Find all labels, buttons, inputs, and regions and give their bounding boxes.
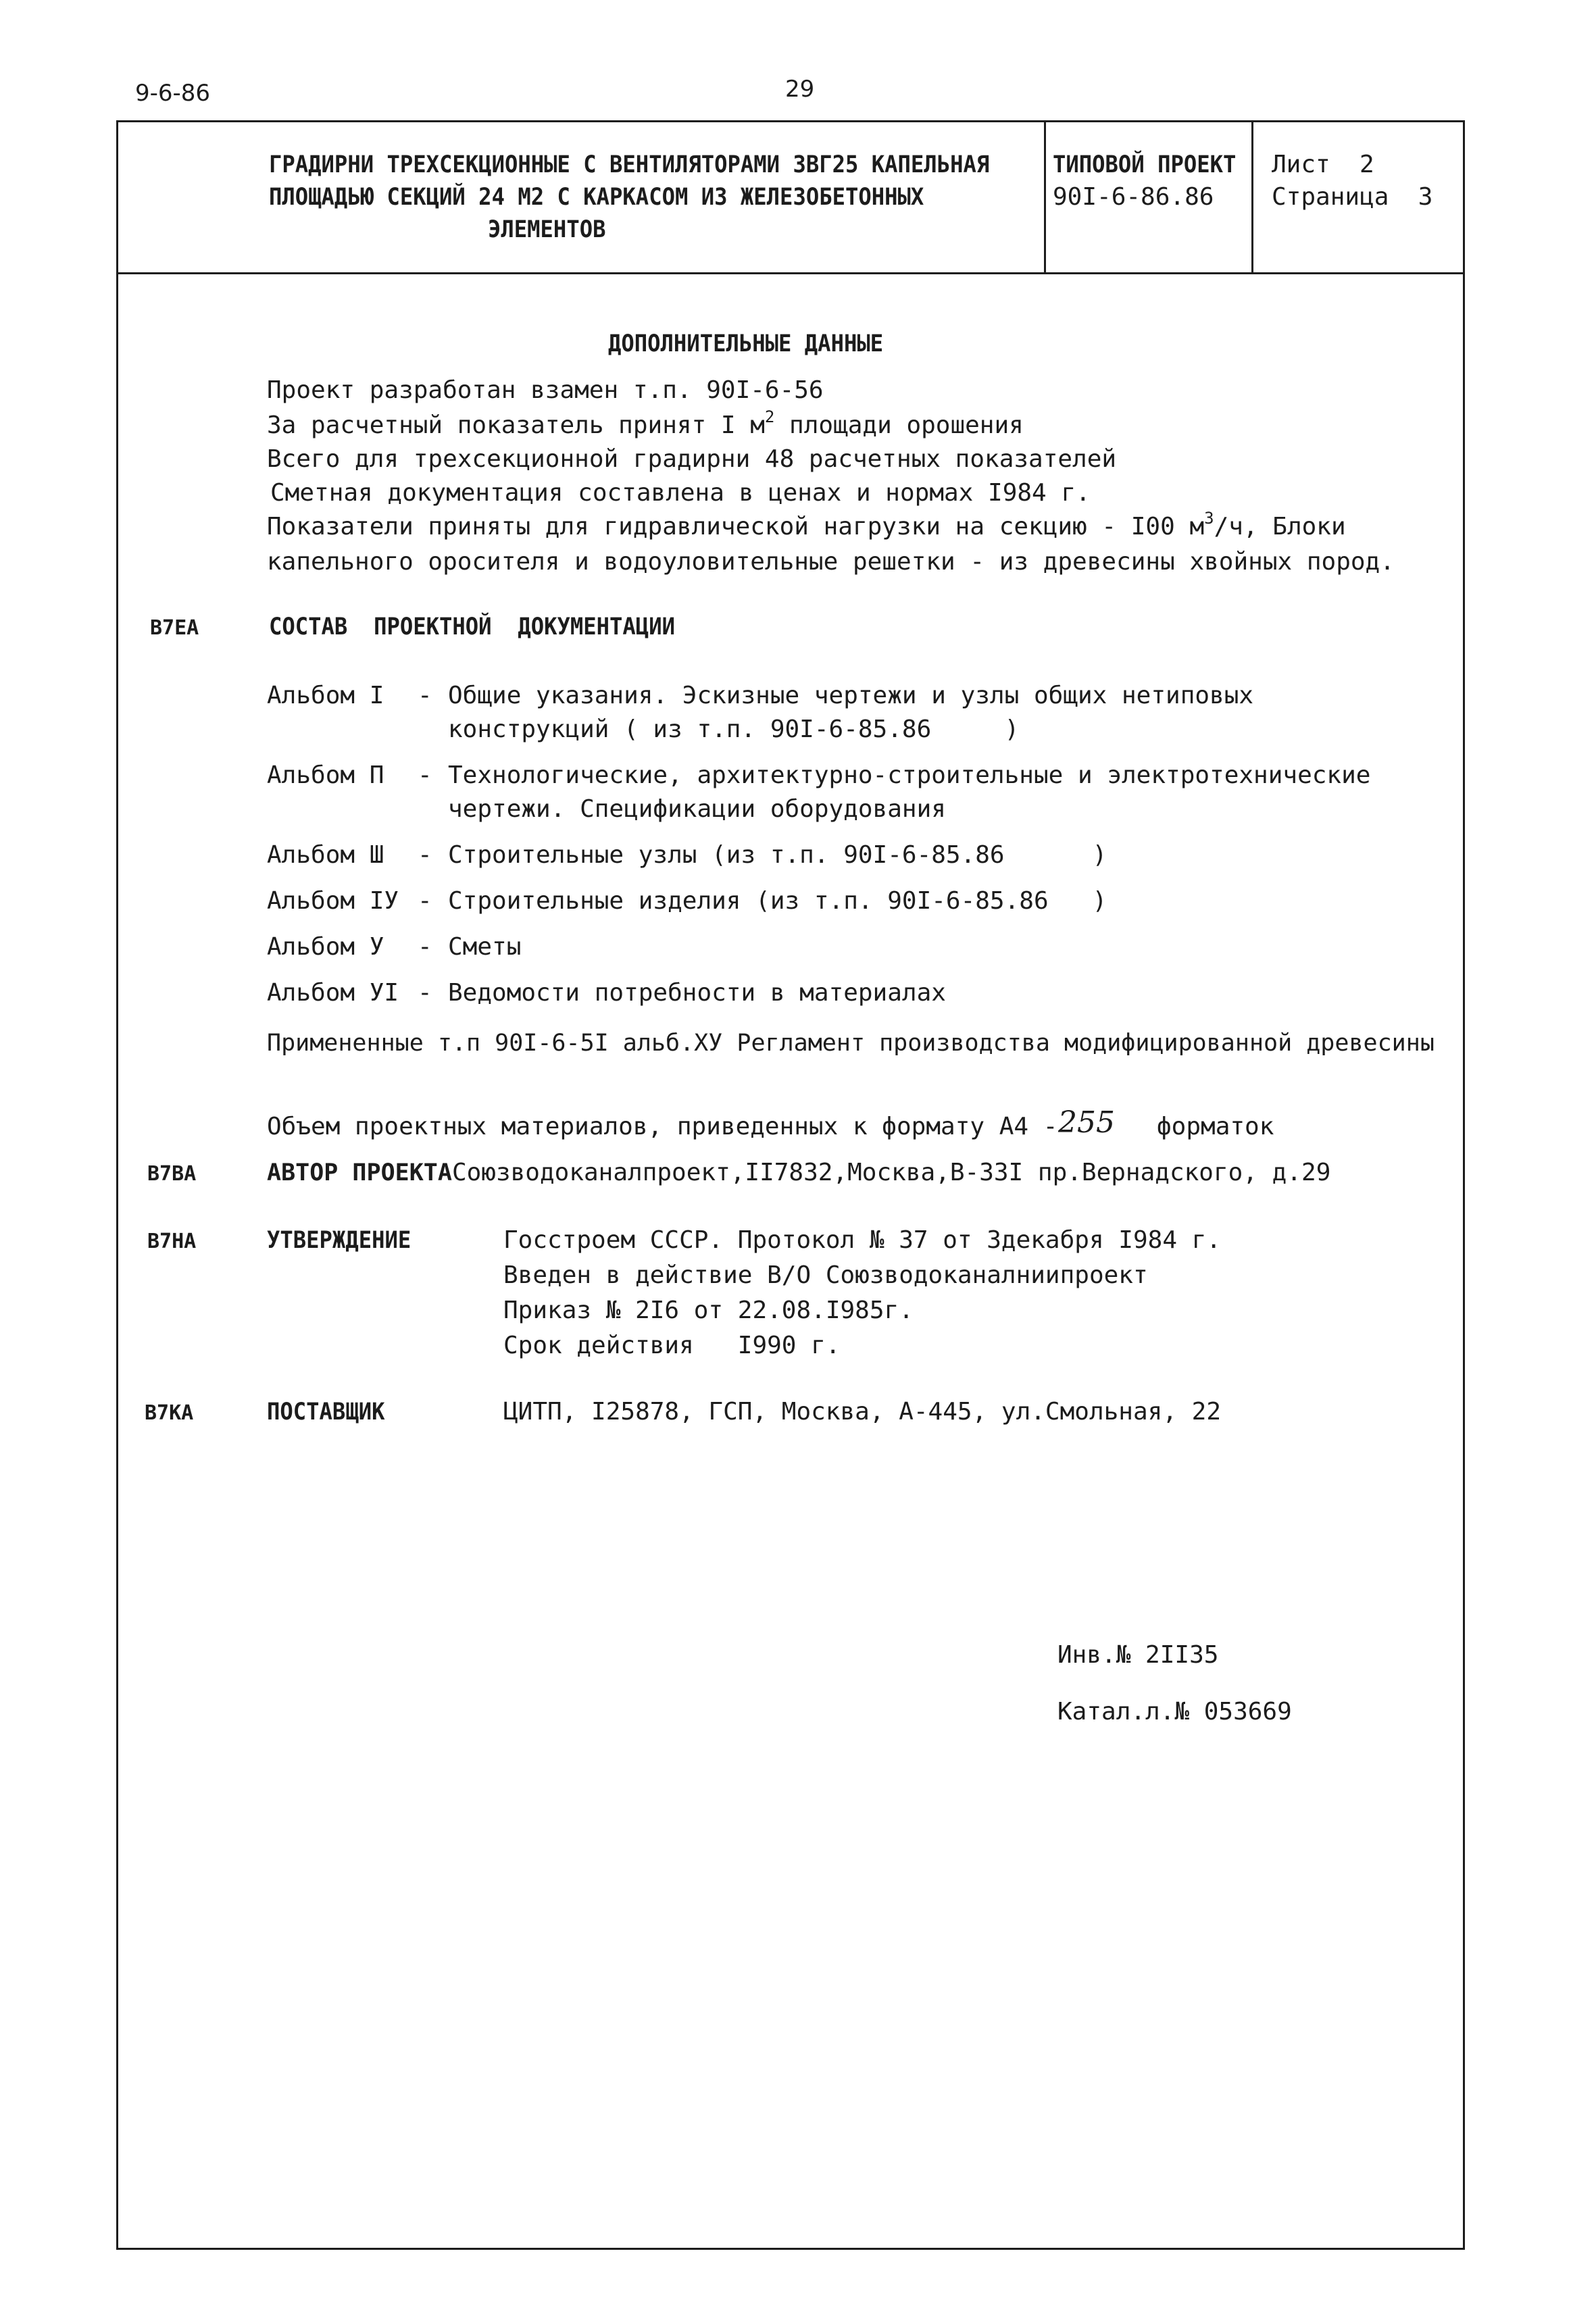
supplier-label: ПОСТАВЩИК [267,1399,385,1426]
project-type-label: ТИПОВОЙ ПРОЕКТ [1053,151,1237,178]
title-line-2: ПЛОЩАДЬЮ СЕКЦИЙ 24 М2 С КАРКАСОМ ИЗ ЖЕЛЕЗОБЕТОННЫХ [269,184,924,211]
approval-line-3: Приказ № 2I6 от 22.08.I985г. [503,1297,914,1324]
album-label: Альбом П [267,761,384,789]
additional-line-5: Показатели приняты для гидравлической нагрузки на секцию - I00 $м^3/ч$, Блоки [267,509,1346,540]
title-line-1: ГРАДИРНИ ТРЕХСЕКЦИОННЫЕ С ВЕНТИЛЯТОРАМИ ЗВГ25 КАПЕЛЬНАЯ [269,151,990,178]
title-block-divider [116,272,1465,274]
volume-unit: форматок [1157,1113,1274,1140]
album-dash: - [418,887,432,915]
catalog-number: Катал.л.№ 053669 [1057,1698,1292,1726]
author-code: В7ВА [147,1162,197,1186]
page-index: Страница 3 [1272,183,1433,211]
author-value: Союзводоканалпроект,II7832,Москва,В-33I пр.Вернадского, д.29 [451,1159,1331,1186]
album-description-continued: конструкций ( из т.п. 90I-6-85.86 ) [448,715,1020,743]
additional-line-3: Всего для трехсекционной градирни 48 расчетных показателей [267,445,1117,473]
album-dash: - [418,979,432,1007]
handwritten-format-count: 255 [1058,1105,1115,1140]
album-label: Альбом УI [267,979,399,1007]
album-description: Технологические, архитектурно-строительные и электротехнические [448,761,1371,789]
supplier-value: ЦИТП, I25878, ГСП, Москва, А-445, ул.Смольная, 22 [503,1398,1222,1426]
approval-line-4: Срок действия I990 г. [503,1332,841,1359]
album-dash: - [418,933,432,961]
page-number: 29 [785,76,815,103]
composition-heading: СОСТАВ ПРОЕКТНОЙ ДОКУМЕНТАЦИИ [269,613,675,640]
volume-text: Объем проектных материалов, приведенных к формату А4 - [267,1113,1058,1140]
title-block-column-divider-2 [1251,120,1253,273]
album-label: Альбом I [267,682,384,709]
project-number: 90I-6-86.86 [1053,183,1214,211]
title-line-3: ЭЛЕМЕНТОВ [488,216,606,243]
approval-code: В7НА [147,1230,197,1253]
album-label: Альбом IУ [267,887,399,915]
album-dash: - [418,841,432,869]
title-block-column-divider-1 [1044,120,1046,273]
binding-mark [116,709,118,851]
binding-mark [116,1527,118,2013]
additional-line-6: капельного оросителя и водоуловительные решетки - из древесины хвойных пород. [267,548,1395,576]
author-row [267,1158,1330,1188]
approval-label: УТВЕРЖДЕНИЕ [267,1227,412,1254]
applied-projects-line: Примененные т.п 90I-6-5I альб.ХУ Регламент производства модифицированной древесины [267,1030,1435,1057]
document-code: 9-6-86 [135,80,211,107]
additional-line-2: За расчетный показатель принят I $м^2$ площади орошения [267,407,1024,439]
approval-line-1: Госстроем СССР. Протокол № 37 от 3декабря I984 г. [503,1226,1222,1254]
binding-mark [116,885,118,1486]
album-dash: - [418,761,432,789]
album-label: Альбом У [267,933,384,961]
album-dash: - [418,682,432,709]
additional-line-1: Проект разработан взамен т.п. 90I-6-56 [267,376,824,404]
album-description: Ведомости потребности в материалах [448,979,946,1007]
sheet-number: Лист 2 [1272,151,1374,178]
inventory-number: Инв.№ 2II35 [1057,1641,1219,1669]
supplier-code: В7КА [145,1401,194,1425]
composition-code: В7ЕА [150,616,199,640]
album-description-continued: чертежи. Спецификации оборудования [448,795,946,823]
album-description: Сметы [448,933,522,961]
album-description: Общие указания. Эскизные чертежи и узлы общих нетиповых [448,682,1254,709]
additional-data-heading: ДОПОЛНИТЕЛЬНЫЕ ДАННЫЕ [608,330,884,357]
additional-line-4: Сметная документация составлена в ценах и нормах I984 г. [270,479,1091,507]
album-description: Строительные узлы (из т.п. 90I-6-85.86 ) [448,841,1107,869]
album-label: Альбом Ш [267,841,384,869]
approval-line-2: Введен в действие В/О Союзводоканалниипроект [503,1261,1148,1289]
album-description: Строительные изделия (из т.п. 90I-6-85.86 ) [448,887,1107,915]
author-label: АВТОР ПРОЕКТА [267,1159,452,1186]
